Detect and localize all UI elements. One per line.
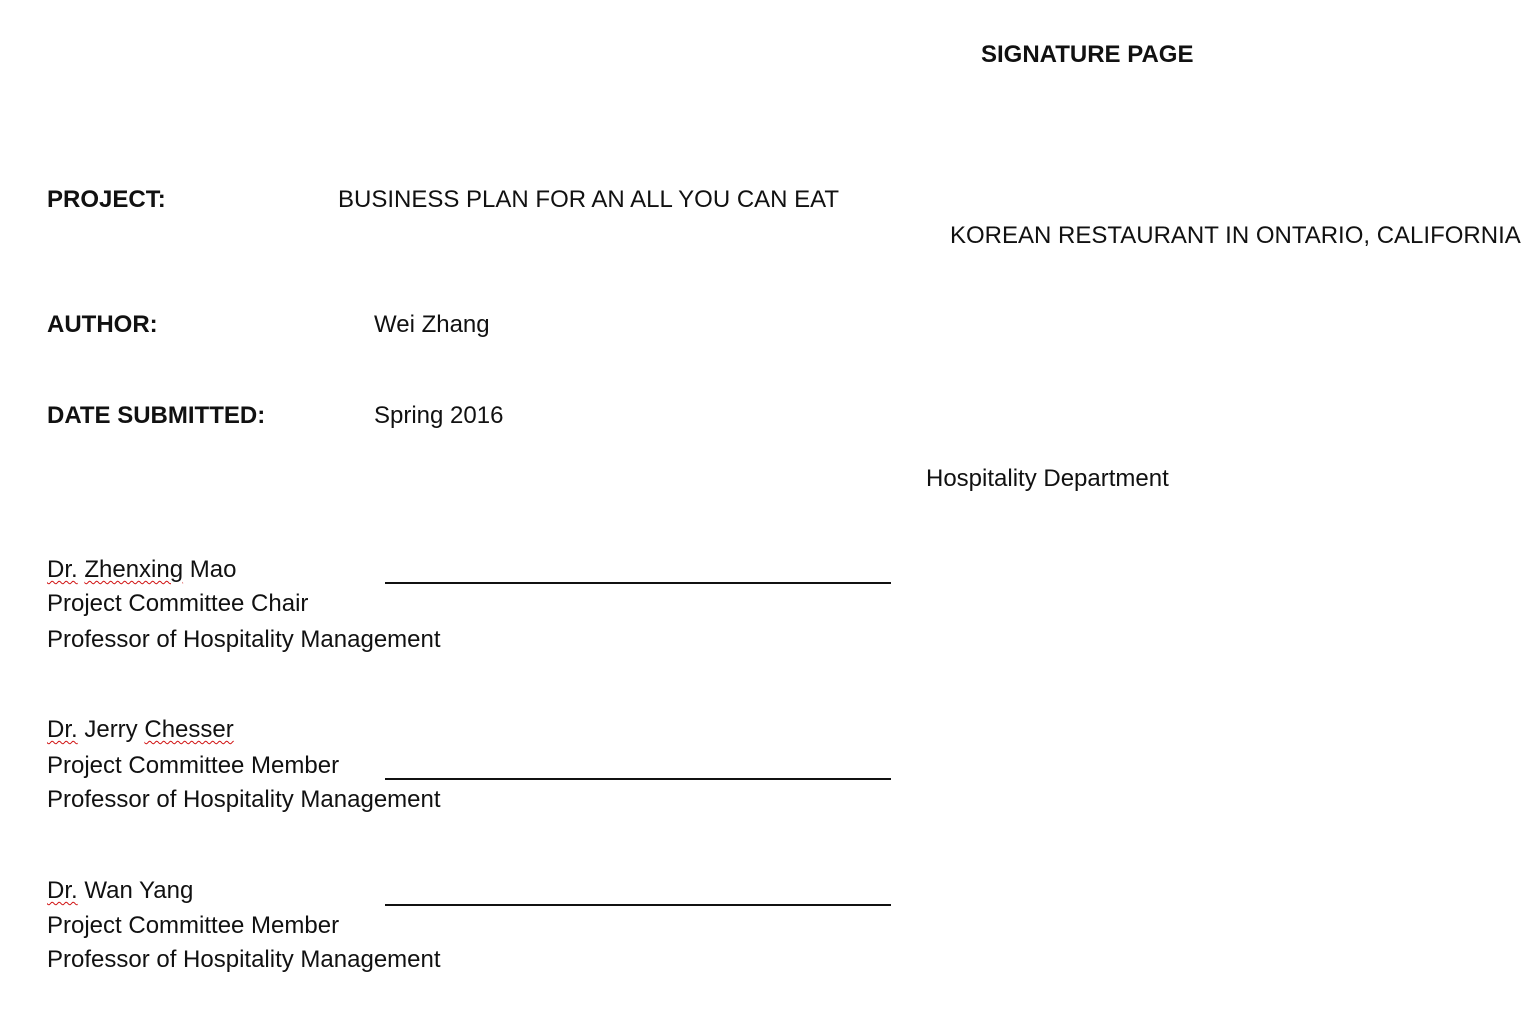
department-name: Hospitality Department xyxy=(926,465,1169,492)
signatory-title-prefix: Dr. xyxy=(47,716,78,743)
signatory-role: Project Committee Chair xyxy=(47,590,309,617)
author-value: Wei Zhang xyxy=(374,311,490,338)
project-title-line-1: BUSINESS PLAN FOR AN ALL YOU CAN EAT xyxy=(338,186,840,213)
signature-line xyxy=(385,778,891,780)
project-label: PROJECT: xyxy=(47,186,166,213)
signatory-name xyxy=(47,876,193,906)
signatory-first-name: Wan xyxy=(84,877,133,904)
signatory-last-name: Mao xyxy=(189,556,237,583)
author-label: AUTHOR: xyxy=(47,311,158,338)
signatory-position: Professor of Hospitality Management xyxy=(47,786,441,813)
signatory-role: Project Committee Member xyxy=(47,752,340,779)
signatory-first-name: Jerry xyxy=(84,716,138,743)
signatory-first-name: Zhenxing xyxy=(84,556,184,583)
signature-line xyxy=(385,582,891,584)
signatory-last-name: Chesser xyxy=(144,716,234,743)
signatory-title-prefix: Dr. xyxy=(47,877,78,904)
signatory-role: Project Committee Member xyxy=(47,912,340,939)
signatory-title-prefix: Dr. xyxy=(47,556,78,583)
project-title-line-2: KOREAN RESTAURANT IN ONTARIO, CALIFORNIA xyxy=(950,222,1521,249)
page-title: SIGNATURE PAGE xyxy=(981,41,1194,68)
date-submitted-label: DATE SUBMITTED: xyxy=(47,402,266,429)
signatory-last-name: Yang xyxy=(139,877,194,904)
signatory-name xyxy=(47,715,234,745)
signatory-name xyxy=(47,555,236,585)
signatory-position: Professor of Hospitality Management xyxy=(47,626,441,653)
date-submitted-value: Spring 2016 xyxy=(374,402,504,429)
signature-line xyxy=(385,904,891,906)
signatory-position: Professor of Hospitality Management xyxy=(47,946,441,973)
